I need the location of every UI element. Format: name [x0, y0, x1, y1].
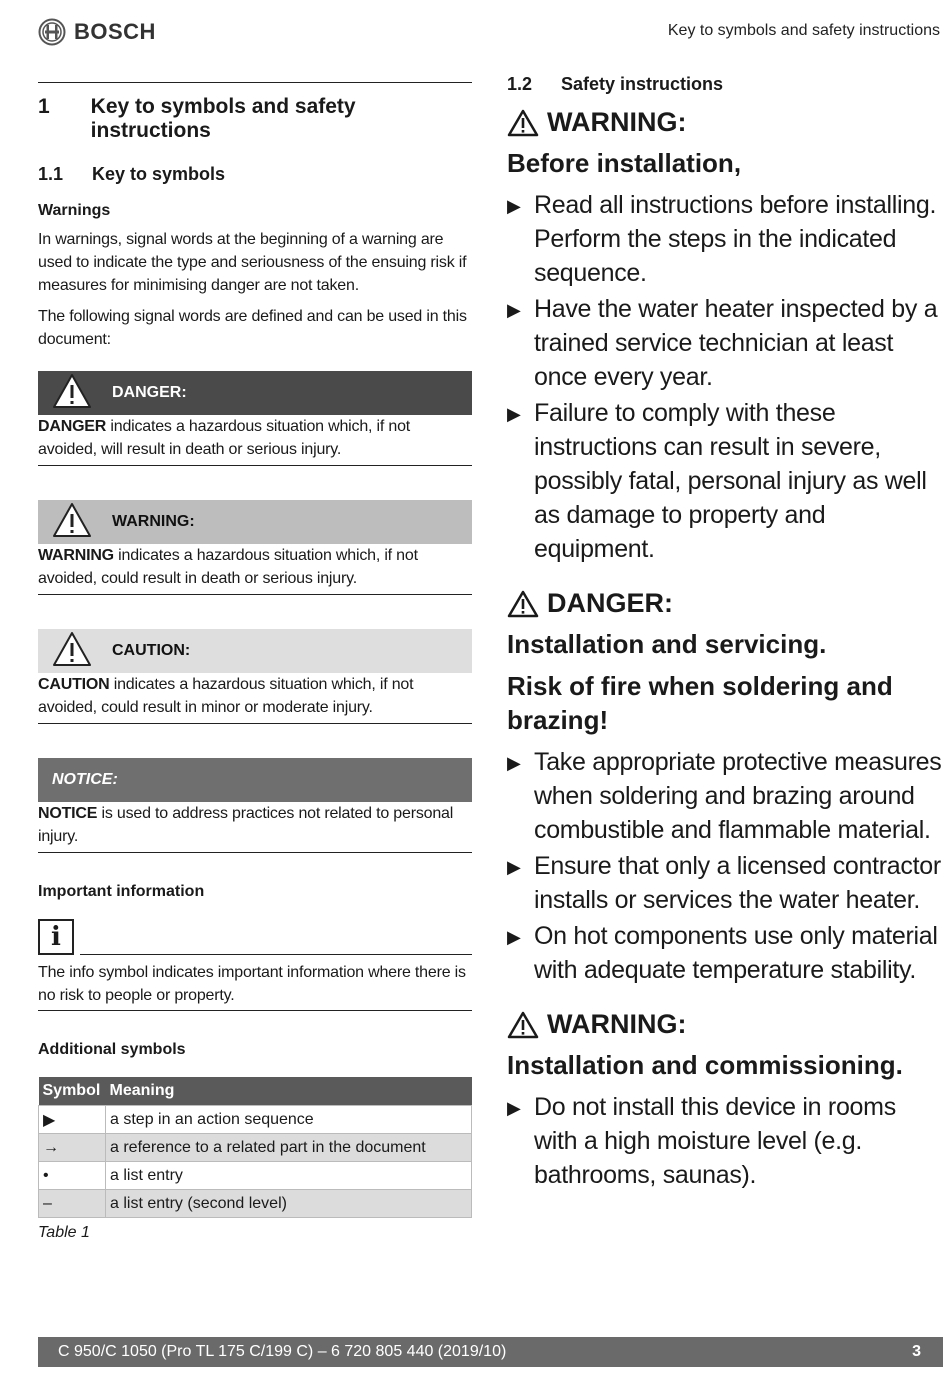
caution-label: CAUTION:: [112, 642, 191, 659]
right-column: [507, 74, 943, 1194]
danger-description: indicates a hazardous situation which, if not avoided, will result in death or serious injury.: [38, 418, 411, 458]
step-arrow-icon: ▶: [507, 857, 521, 877]
document-reference: C 950/C 1050 (Pro TL 175 C/199 C) – 6 720 805 440 (2019/10): [58, 1343, 507, 1360]
step-text: Take appropriate protective measures when soldering and brazing around combustible and flammable material.: [534, 748, 942, 844]
warning-triangle-icon: [52, 631, 92, 667]
block-heading: Before installation,: [507, 148, 742, 178]
step-arrow-icon: ▶: [507, 300, 521, 320]
step-text: On hot components use only material with adequate temperature stability.: [534, 922, 938, 984]
warning-triangle-icon: [52, 373, 92, 409]
warning-label: WARNING:: [112, 513, 195, 530]
step-text: Ensure that only a licensed contractor installs or services the water heater.: [534, 852, 941, 914]
table-row: [39, 1134, 472, 1162]
table-header-symbol: Symbol: [39, 1077, 106, 1106]
notice-bar: [38, 758, 472, 802]
signal-warning-2: [507, 1009, 943, 1040]
table-row: [39, 1106, 472, 1134]
bosch-logo-icon: [38, 18, 66, 46]
section-number: 1.1: [38, 164, 64, 184]
brand-logo: [38, 16, 156, 48]
additional-symbols-heading: Additional symbols: [38, 1041, 186, 1058]
block-heading: Installation and servicing.: [507, 629, 827, 659]
list-item: [507, 1090, 943, 1192]
caution-text: [38, 673, 472, 723]
step-list: [507, 1090, 943, 1192]
caution-bar: [38, 629, 472, 673]
notice-text: [38, 802, 472, 852]
warning-bar: [38, 500, 472, 544]
step-arrow-icon: ▶: [507, 753, 521, 773]
section-heading: [38, 164, 472, 185]
left-column: [38, 82, 472, 1242]
danger-label: DANGER:: [112, 384, 187, 401]
warning-description: indicates a hazardous situation which, if not avoided, could result in death or serious injury.: [38, 547, 418, 587]
table-header-meaning: Meaning: [106, 1077, 472, 1106]
signal-word: DANGER:: [547, 588, 673, 618]
table-row: [39, 1190, 472, 1218]
notice-word: NOTICE: [38, 805, 98, 822]
list-item: [507, 292, 943, 394]
warnings-heading: Warnings: [38, 202, 111, 219]
list-item: [507, 188, 943, 290]
block-subheading: Risk of fire when soldering and brazing!: [507, 671, 893, 735]
warning-triangle-icon: [507, 109, 539, 137]
warning-word: WARNING: [38, 547, 114, 564]
section-number: 1.2: [507, 74, 533, 94]
info-rule: [80, 954, 472, 955]
step-arrow-icon: ▶: [507, 927, 521, 947]
signal-danger: [507, 588, 943, 619]
footer-bar: [38, 1337, 943, 1367]
signal-word: WARNING:: [547, 1009, 687, 1039]
table-cell-meaning: a step in an action sequence: [106, 1106, 472, 1134]
safety-section-heading: [507, 74, 943, 95]
list-item: [507, 849, 943, 917]
info-icon: i: [38, 919, 74, 955]
step-text: Read all instructions before installing. Perform the steps in the indicated sequence.: [534, 191, 937, 287]
step-arrow-icon: ▶: [507, 1098, 521, 1118]
list-item: [507, 919, 943, 987]
list-item: [507, 396, 943, 566]
table-row: [39, 1162, 472, 1190]
table-cell-meaning: a list entry: [106, 1162, 472, 1190]
table-cell-meaning: a reference to a related part in the document: [106, 1134, 472, 1162]
block-heading: Installation and commissioning.: [507, 1050, 903, 1080]
info-text: The info symbol indicates important information where there is no risk to people or property.: [38, 961, 472, 1011]
danger-bar: [38, 371, 472, 415]
danger-word: DANGER: [38, 418, 107, 435]
warning-box: [38, 500, 472, 595]
notice-box: [38, 758, 472, 853]
table-cell-symbol: →: [39, 1134, 106, 1162]
list-item: [507, 745, 943, 847]
signal-warning-1: [507, 107, 943, 138]
running-head: Key to symbols and safety instructions: [667, 22, 940, 39]
danger-box: [38, 371, 472, 466]
step-arrow-icon: ▶: [507, 404, 521, 424]
step-text: Do not install this device in rooms with a high moisture level (e.g. bathrooms, saunas).: [534, 1093, 896, 1189]
table-cell-meaning: a list entry (second level): [106, 1190, 472, 1218]
page-number: 3: [912, 1343, 921, 1360]
symbols-table: [38, 1077, 472, 1218]
table-cell-symbol: ▶: [39, 1106, 106, 1134]
warning-triangle-icon: [507, 1011, 539, 1039]
section-title: Safety instructions: [561, 74, 724, 94]
table-caption: Table 1: [38, 1224, 90, 1241]
table-header-row: [39, 1077, 472, 1106]
step-text: Failure to comply with these instructions can result in severe, possibly fatal, personal injury as well as damage to property and equipment.: [534, 399, 927, 563]
caution-description: indicates a hazardous situation which, if not avoided, could result in minor or moderate injury.: [38, 676, 414, 716]
section-title: Key to symbols: [92, 164, 226, 184]
step-list: [507, 745, 943, 987]
chapter-number: 1: [38, 95, 50, 118]
brand-name: BOSCH: [74, 19, 156, 44]
chapter-heading: [38, 95, 472, 143]
step-list: [507, 188, 943, 566]
caution-box: [38, 629, 472, 724]
notice-label: NOTICE:: [52, 771, 118, 788]
table-cell-symbol: –: [39, 1190, 106, 1218]
chapter-title: Key to symbols and safety instructions: [90, 95, 356, 142]
warning-triangle-icon: [52, 502, 92, 538]
step-arrow-icon: ▶: [507, 196, 521, 216]
warnings-paragraph-2: The following signal words are defined and can be used in this document:: [38, 308, 467, 348]
notice-description: is used to address practices not related to personal injury.: [38, 805, 454, 845]
top-rule: [38, 82, 472, 83]
warning-triangle-icon: [507, 590, 539, 618]
important-info-heading: Important information: [38, 883, 205, 900]
caution-word: CAUTION: [38, 676, 110, 693]
warning-text: [38, 544, 472, 594]
info-symbol-row: [38, 919, 472, 955]
table-cell-symbol: •: [39, 1162, 106, 1190]
signal-word: WARNING:: [547, 107, 687, 137]
step-text: Have the water heater inspected by a trained service technician at least once every year.: [534, 295, 938, 391]
warnings-paragraph-1: In warnings, signal words at the beginning of a warning are used to indicate the type and seriousness of the ensuing risk if measures for minimising danger are not taken.: [38, 231, 467, 294]
danger-text: [38, 415, 472, 465]
